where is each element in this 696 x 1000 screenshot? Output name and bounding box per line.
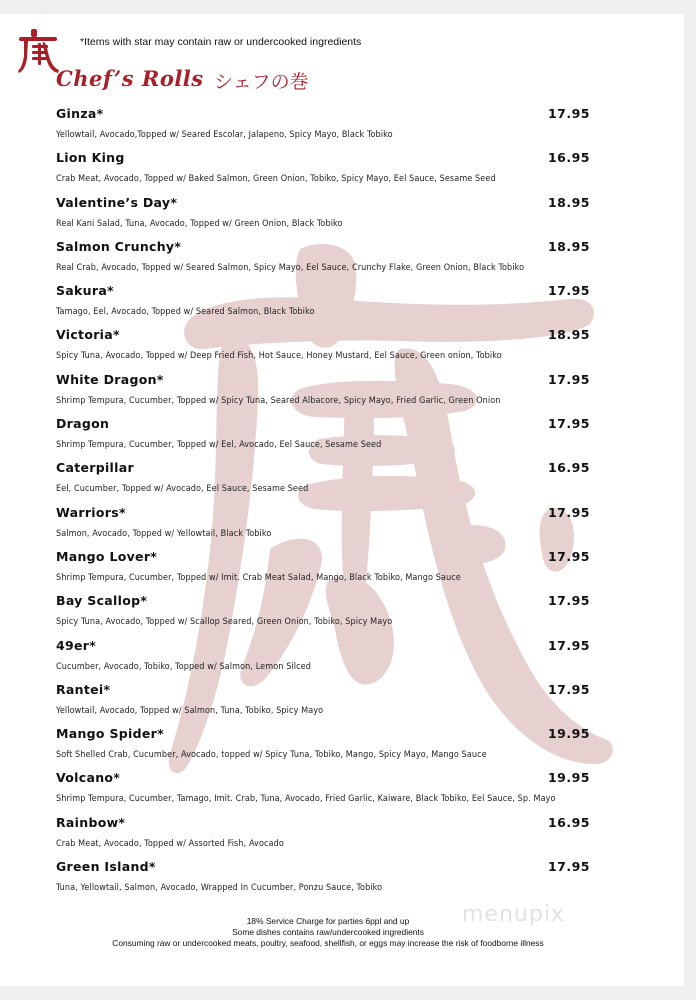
item-description: Cucumber, Avocado, Tobiko, Topped w/ Salmon, Lemon Silced: [56, 661, 312, 672]
item-price: 17.95: [547, 283, 590, 299]
item-name: Volcano*: [56, 770, 121, 786]
raw-dishes-note: Some dishes contains raw/undercooked ingredients: [232, 927, 424, 937]
item-description: Eel, Cucumber, Topped w/ Avocado, Eel Sauce, Sesame Seed: [56, 484, 309, 495]
service-charge-note: 18% Service Charge for parties 6ppl and up: [246, 916, 410, 926]
menu-item: [0, 150, 684, 194]
item-description: Real Crab, Avocado, Topped w/ Seared Salmon, Spicy Mayo, Eel Sauce, Crunchy Flake, Green Onion, Black Tobiko: [56, 262, 525, 273]
item-description: Crab Meat, Avocado, Topped w/ Baked Salmon, Green Onion, Tobiko, Spicy Mayo, Eel Sauce, Sesame Seed: [56, 174, 496, 185]
item-name: Valentine’s Day*: [56, 194, 178, 210]
item-description: Shrimp Tempura, Cucumber, Topped w/ Eel, Avocado, Eel Sauce, Sesame Seed: [56, 440, 382, 451]
menu-item: [0, 682, 684, 726]
menu-item: [0, 106, 684, 150]
item-price: 17.95: [547, 106, 590, 121]
item-description: Crab Meat, Avocado, Topped w/ Assorted Fish, Avocado: [56, 838, 284, 849]
item-name: Caterpillar: [56, 460, 134, 476]
item-name: Salmon Crunchy*: [56, 238, 182, 254]
item-price: 18.95: [547, 194, 590, 210]
menu-item: [0, 416, 684, 460]
item-description: Yellowtail, Avocado, Topped w/ Salmon, Tuna, Tobiko, Spicy Mayo: [56, 705, 324, 716]
menu-item: [0, 505, 684, 549]
item-name: Ginza*: [56, 106, 104, 121]
item-price: 17.95: [547, 637, 590, 653]
item-description: Soft Shelled Crab, Cucumber, Avocado, topped w/ Spicy Tuna, Tobiko, Mango, Spicy Mayo, Mango Sauce: [56, 750, 487, 761]
item-price: 17.95: [547, 593, 590, 609]
foodborne-illness-warning: Consuming raw or undercooked meats, poultry, seafood, shellfish, or eggs may increase the risk of foodborne illness: [112, 938, 544, 948]
footer-notes: [0, 916, 684, 949]
item-name: Green Island*: [56, 859, 156, 875]
item-price: 17.95: [547, 371, 590, 387]
item-price: 17.95: [547, 859, 590, 875]
item-name: Mango Lover*: [56, 548, 158, 564]
menu-item: [0, 549, 684, 593]
raw-ingredients-note: *Items with star may contain raw or undercooked ingredients: [80, 36, 362, 48]
restaurant-logo-icon: [16, 28, 60, 74]
item-price: 19.95: [547, 726, 590, 742]
item-description: Salmon, Avocado, Topped w/ Yellowtail, Black Tobiko: [56, 528, 272, 539]
item-description: Shrimp Tempura, Cucumber, Topped w/ Spicy Tuna, Seared Albacore, Spicy Mayo, Fried Garlic, Green Onion: [56, 395, 501, 406]
menu-item: [0, 859, 684, 903]
item-description: Tuna, Yellowtail, Salmon, Avocado, Wrapped In Cucumber, Ponzu Sauce, Tobiko: [56, 883, 383, 894]
menu-item: [0, 239, 684, 283]
item-description: Spicy Tuna, Avocado, Topped w/ Deep Fried Fish, Hot Sauce, Honey Mustard, Eel Sauce, Green onion, Tobiko: [56, 351, 502, 362]
item-description: Shrimp Tempura, Cucumber, Tamago, Imit. Crab, Tuna, Avocado, Fried Garlic, Kaiware, Black Tobiko, Eel Sauce, Sp. Mayo: [56, 794, 556, 805]
item-price: 17.95: [547, 681, 590, 697]
menu-page: [0, 14, 684, 986]
section-title-japanese: シェフの巻: [214, 71, 309, 93]
menu-item: [0, 283, 684, 327]
menu-item: [0, 460, 684, 504]
menu-item: [0, 638, 684, 682]
menu-item: [0, 815, 684, 859]
item-price: 16.95: [547, 150, 590, 166]
item-description: Tamago, Eel, Avocado, Topped w/ Seared Salmon, Black Tobiko: [56, 307, 315, 318]
item-price: 18.95: [547, 327, 590, 343]
item-name: White Dragon*: [56, 371, 164, 387]
menu-item: [0, 770, 684, 814]
item-price: 16.95: [547, 814, 590, 830]
item-price: 16.95: [547, 460, 590, 476]
item-price: 17.95: [547, 548, 590, 564]
item-name: Sakura*: [56, 283, 114, 299]
menu-item: [0, 372, 684, 416]
menu-item: [0, 726, 684, 770]
item-name: Lion King: [56, 150, 125, 166]
menu-item-list: [0, 106, 684, 903]
item-name: Bay Scallop*: [56, 593, 148, 609]
item-description: Shrimp Tempura, Cucumber, Topped w/ Imit. Crab Meat Salad, Mango, Black Tobiko, Mango Sauce: [56, 572, 461, 583]
item-price: 17.95: [547, 504, 590, 520]
item-name: Rantei*: [56, 681, 111, 697]
item-name: Dragon: [56, 416, 110, 432]
item-name: Mango Spider*: [56, 726, 164, 742]
item-price: 18.95: [547, 238, 590, 254]
item-name: Victoria*: [56, 327, 120, 343]
menupix-watermark: menupix: [462, 902, 565, 927]
menu-item: [0, 593, 684, 637]
item-price: 19.95: [547, 770, 590, 786]
item-description: Real Kani Salad, Tuna, Avocado, Topped w/ Green Onion, Black Tobiko: [56, 218, 343, 229]
item-price: 17.95: [547, 416, 590, 432]
item-name: Rainbow*: [56, 814, 126, 830]
menu-item: [0, 195, 684, 239]
section-title: Chef’s Rolls: [56, 66, 204, 91]
item-description: Yellowtail, Avocado,Topped w/ Seared Escolar, Jalapeno, Spicy Mayo, Black Tobiko: [56, 130, 393, 140]
menu-item: [0, 327, 684, 371]
item-name: Warriors*: [56, 504, 126, 520]
item-name: 49er*: [56, 637, 97, 653]
item-description: Spicy Tuna, Avocado, Topped w/ Scallop Seared, Green Onion, Tobiko, Spicy Mayo: [56, 617, 393, 628]
